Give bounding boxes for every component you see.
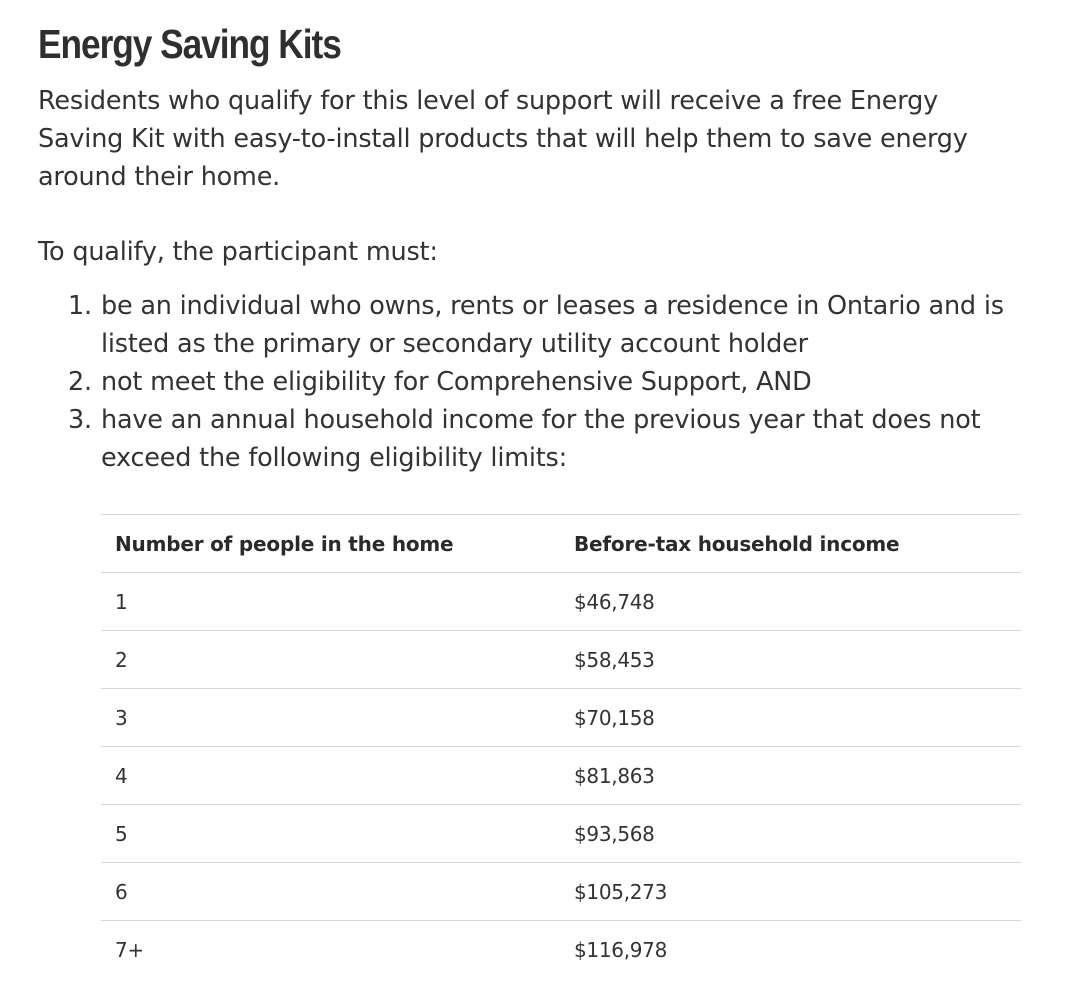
people-cell: 1	[101, 573, 560, 631]
table-row	[101, 921, 1021, 979]
people-cell: 4	[101, 747, 560, 805]
people-cell: 7+	[115, 937, 144, 962]
qualify-lead: To qualify, the participant must:	[38, 237, 438, 267]
income-cell: $46,748	[560, 573, 1021, 631]
criteria-text: have an annual household income for the previous year that does not exceed the following eligibility limits:	[101, 405, 981, 473]
people-cell: 2	[101, 631, 560, 689]
table-row	[101, 573, 1021, 631]
people-cell: 3	[101, 689, 560, 747]
criteria-item	[38, 363, 1028, 401]
criteria-item	[38, 401, 1028, 477]
table-row	[101, 805, 1021, 863]
criteria-number: 1.	[68, 291, 92, 321]
column-header-people: Number of people in the home	[101, 515, 560, 573]
criteria-text: not meet the eligibility for Comprehensive Support, AND	[101, 367, 812, 397]
criteria-item	[38, 287, 1028, 363]
table-row	[101, 747, 1021, 805]
income-cell: $58,453	[560, 631, 1021, 689]
income-cell: $105,273	[560, 863, 1021, 921]
income-cell: $81,863	[560, 747, 1021, 805]
page-title: Energy Saving Kits	[38, 21, 341, 67]
table-row	[101, 631, 1021, 689]
income-cell: $70,158	[560, 689, 1021, 747]
criteria-list	[38, 287, 1028, 477]
table-header-row	[101, 515, 1021, 573]
people-cell: 6	[101, 863, 560, 921]
table-row	[101, 863, 1021, 921]
people-cell: 5	[101, 805, 560, 863]
criteria-number: 2.	[68, 367, 92, 397]
table-row	[101, 689, 1021, 747]
income-cell: $116,978	[574, 937, 668, 962]
criteria-number: 3.	[68, 405, 92, 435]
criteria-text: be an individual who owns, rents or leases a residence in Ontario and is listed as the primary or secondary utility account holder	[101, 291, 1004, 359]
intro-paragraph: Residents who qualify for this level of support will receive a free Energy Saving Kit with easy-to-install products that will help them to save energy around their home.	[38, 86, 968, 192]
column-header-income: Before-tax household income	[560, 515, 1021, 573]
income-cell: $93,568	[560, 805, 1021, 863]
income-limits-table	[101, 514, 1021, 978]
